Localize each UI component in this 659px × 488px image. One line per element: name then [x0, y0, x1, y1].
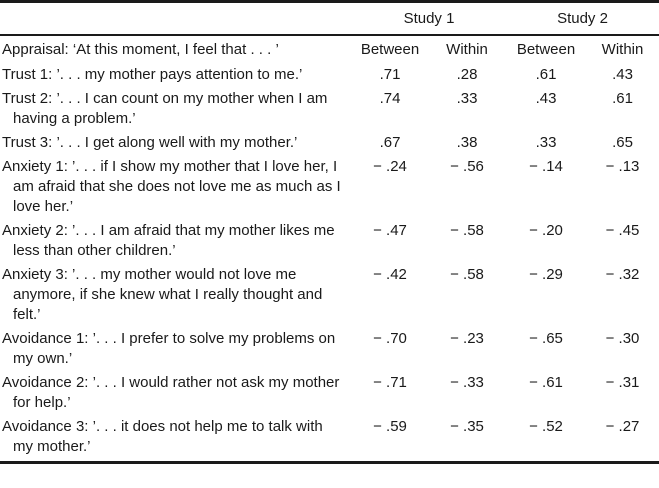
value-cell: − .56	[450, 158, 484, 175]
value-cell: − .20	[529, 222, 563, 239]
value-cell: − .29	[529, 266, 563, 283]
value-cell: − .30	[605, 330, 640, 347]
item-label: Trust 1: ’. . . my mother pays attention to me.’	[2, 66, 303, 83]
item-label: Anxiety 1: ’. . . if I show my mother that I love her, I am afraid that she does not love me as much as I love her.’	[2, 158, 341, 215]
value-cell: − .61	[529, 374, 563, 391]
column-header-within-study1: Within	[446, 41, 488, 58]
table-row-anxiety-2	[0, 219, 659, 263]
item-label: Avoidance 3: ’. . . it does not help me to talk with my mother.’	[2, 418, 323, 455]
value-cell: − .42	[373, 266, 407, 283]
value-cell: − .14	[529, 158, 563, 175]
column-header-between-study1: Between	[360, 41, 420, 58]
value-cell: − .27	[605, 418, 640, 435]
value-cell: − .71	[373, 374, 407, 391]
value-cell: .71	[379, 66, 401, 83]
table-row-avoidance-1	[0, 327, 659, 371]
value-cell: .33	[456, 90, 478, 107]
value-cell: − .35	[450, 418, 484, 435]
item-label: Avoidance 1: ’. . . I prefer to solve my problems on my own.’	[2, 330, 336, 367]
value-cell: .33	[535, 134, 557, 151]
item-label: Trust 2: ’. . . I can count on my mother when I am having a problem.’	[2, 90, 328, 127]
value-cell: − .33	[450, 374, 484, 391]
corner-cell	[0, 2, 352, 36]
value-cell: .61	[535, 66, 557, 83]
column-header-within-study2: Within	[601, 41, 644, 58]
value-cell: .43	[535, 90, 557, 107]
table-row-avoidance-3	[0, 415, 659, 463]
column-header-between-study2: Between	[516, 41, 576, 58]
value-cell: − .24	[373, 158, 407, 175]
value-cell: .67	[379, 134, 401, 151]
value-cell: − .52	[529, 418, 563, 435]
value-cell: .38	[456, 134, 478, 151]
item-label: Avoidance 2: ’. . . I would rather not ask my mother for help.’	[2, 374, 340, 411]
table-row-anxiety-3	[0, 263, 659, 327]
value-cell: .65	[612, 134, 633, 151]
study-1-header: Study 1	[352, 2, 506, 36]
value-cell: − .58	[450, 266, 484, 283]
item-label: Anxiety 3: ’. . . my mother would not love me anymore, if she knew what I really thought and felt.’	[2, 266, 323, 323]
table-row-anxiety-1	[0, 155, 659, 219]
value-cell: .61	[612, 90, 633, 107]
table-row-avoidance-2	[0, 371, 659, 415]
table-row-trust-1	[0, 63, 659, 87]
value-cell: − .45	[605, 222, 640, 239]
value-cell: .28	[456, 66, 478, 83]
value-cell: − .23	[450, 330, 484, 347]
item-label: Trust 3: ’. . . I get along well with my mother.’	[2, 134, 298, 151]
value-cell: − .31	[605, 374, 640, 391]
value-cell: .43	[612, 66, 633, 83]
item-label: Anxiety 2: ’. . . I am afraid that my mother likes me less than other children.’	[2, 222, 335, 259]
value-cell: .74	[379, 90, 401, 107]
value-cell: − .70	[373, 330, 407, 347]
value-cell: − .47	[373, 222, 407, 239]
value-cell: − .58	[450, 222, 484, 239]
value-cell: − .32	[605, 266, 640, 283]
study-2-header: Study 2	[506, 2, 659, 36]
value-cell: − .59	[373, 418, 407, 435]
column-header-row	[0, 35, 659, 63]
appraisal-column-header: Appraisal: ‘At this moment, I feel that . . . ’	[2, 41, 279, 58]
value-cell: − .65	[529, 330, 563, 347]
table-row-trust-2	[0, 87, 659, 131]
study-header-row	[0, 2, 659, 36]
table-row-trust-3	[0, 131, 659, 155]
value-cell: − .13	[605, 158, 640, 175]
